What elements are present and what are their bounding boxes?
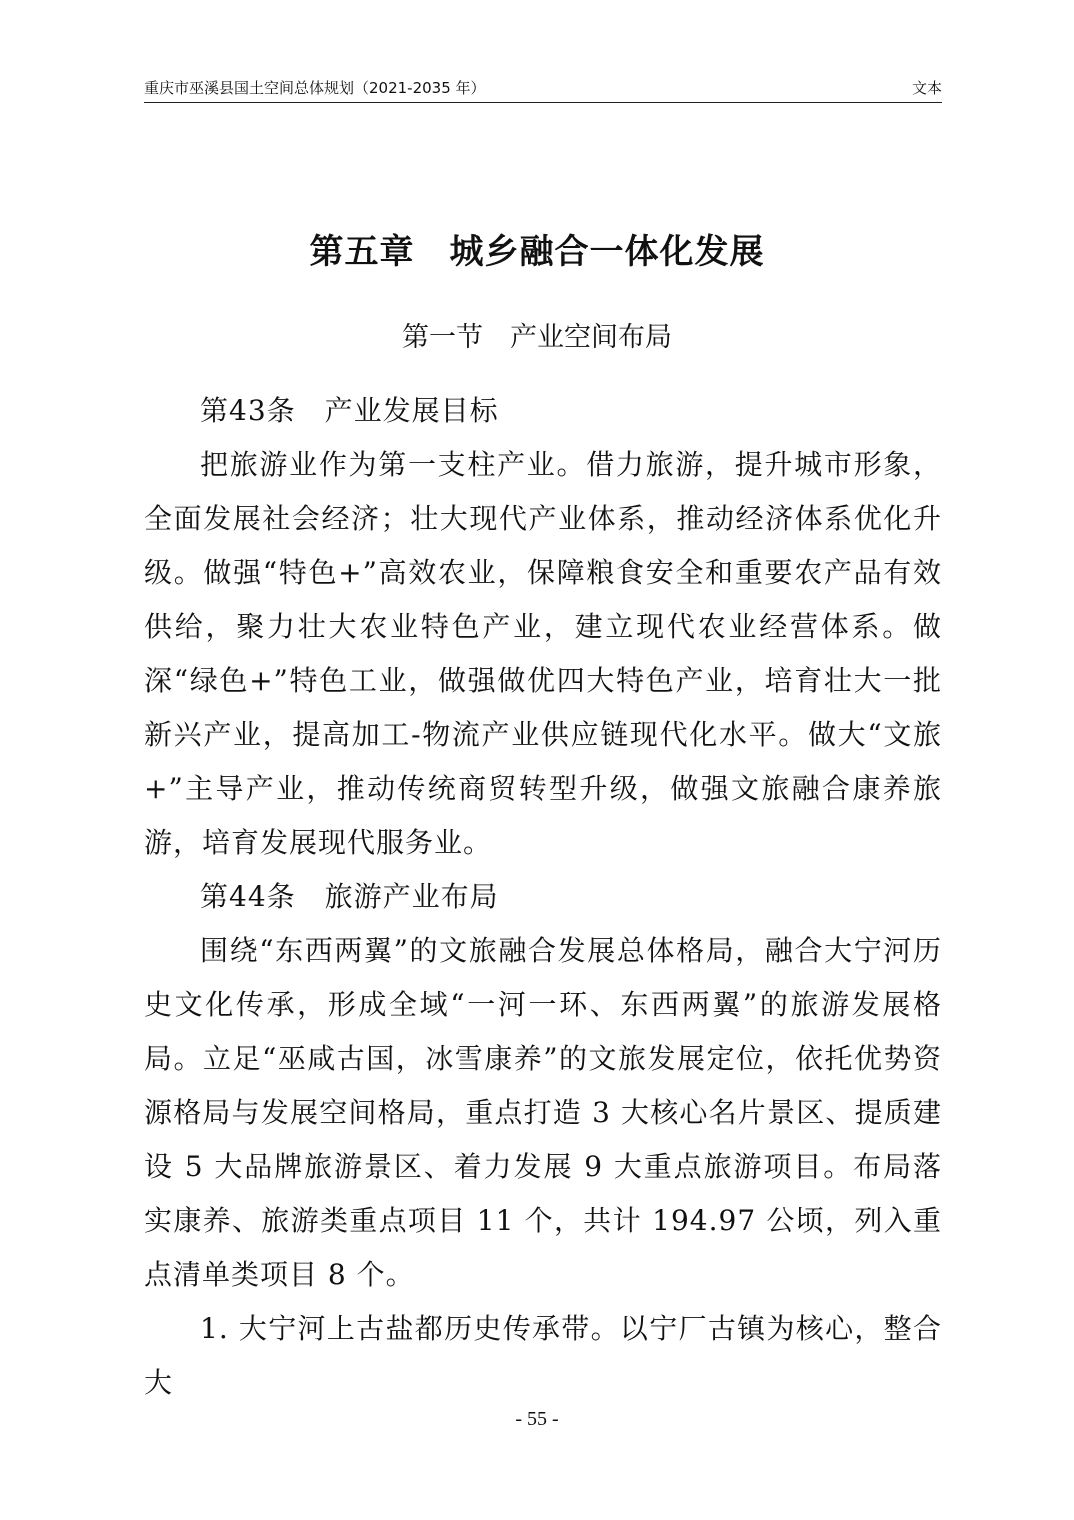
chapter-title: 第五章 城乡融合一体化发展 <box>309 232 765 272</box>
section-title: 第一节 产业空间布局 <box>402 322 672 353</box>
article-43-heading: 第43条 产业发展目标 <box>200 394 499 427</box>
document-title: 重庆市巫溪县国土空间总体规划（2021-2035 年） <box>144 79 486 97</box>
page-number: - 55 - <box>515 1408 559 1430</box>
article-44-item-1: 1. 大宁河上古盐都历史传承带。以宁厂古镇为核心，整合大 <box>144 1312 942 1399</box>
document-type-label: 文本 <box>911 79 942 97</box>
article-44-heading: 第44条 旅游产业布局 <box>200 880 499 913</box>
page-header <box>144 76 942 103</box>
article-43-paragraph: 把旅游业作为第一支柱产业。借力旅游，提升城市形象，全面发展社会经济；壮大现代产业体系，推动经济体系优化升级。做强“特色+”高效农业，保障粮食安全和重要农产品有效供给，聚力壮大农业特色产业，建立现代农业经营体系。做深“绿色+”特色工业，做强做优四大特色产业，培育壮大一批新兴产业，提高加工-物流产业供应链现代化水平。做大“文旅+”主导产业，推动传统商贸转型升级，做强文旅融合康养旅游，培育发展现代服务业。 <box>144 448 942 859</box>
body-text <box>144 384 942 1410</box>
article-44-paragraph: 围绕“东西两翼”的文旅融合发展总体格局，融合大宁河历史文化传承，形成全域“一河一环、东西两翼”的旅游发展格局。立足“巫咸古国，冰雪康养”的文旅发展定位，依托优势资源格局与发展空间格局，重点打造 3 大核心名片景区、提质建设 5 大品牌旅游景区、着力发展 9 大重点旅游项目。布局落实康养、旅游类重点项目 11 个，共计 194.97 公顷，列入重点清单类项目 8 个。 <box>144 934 942 1291</box>
